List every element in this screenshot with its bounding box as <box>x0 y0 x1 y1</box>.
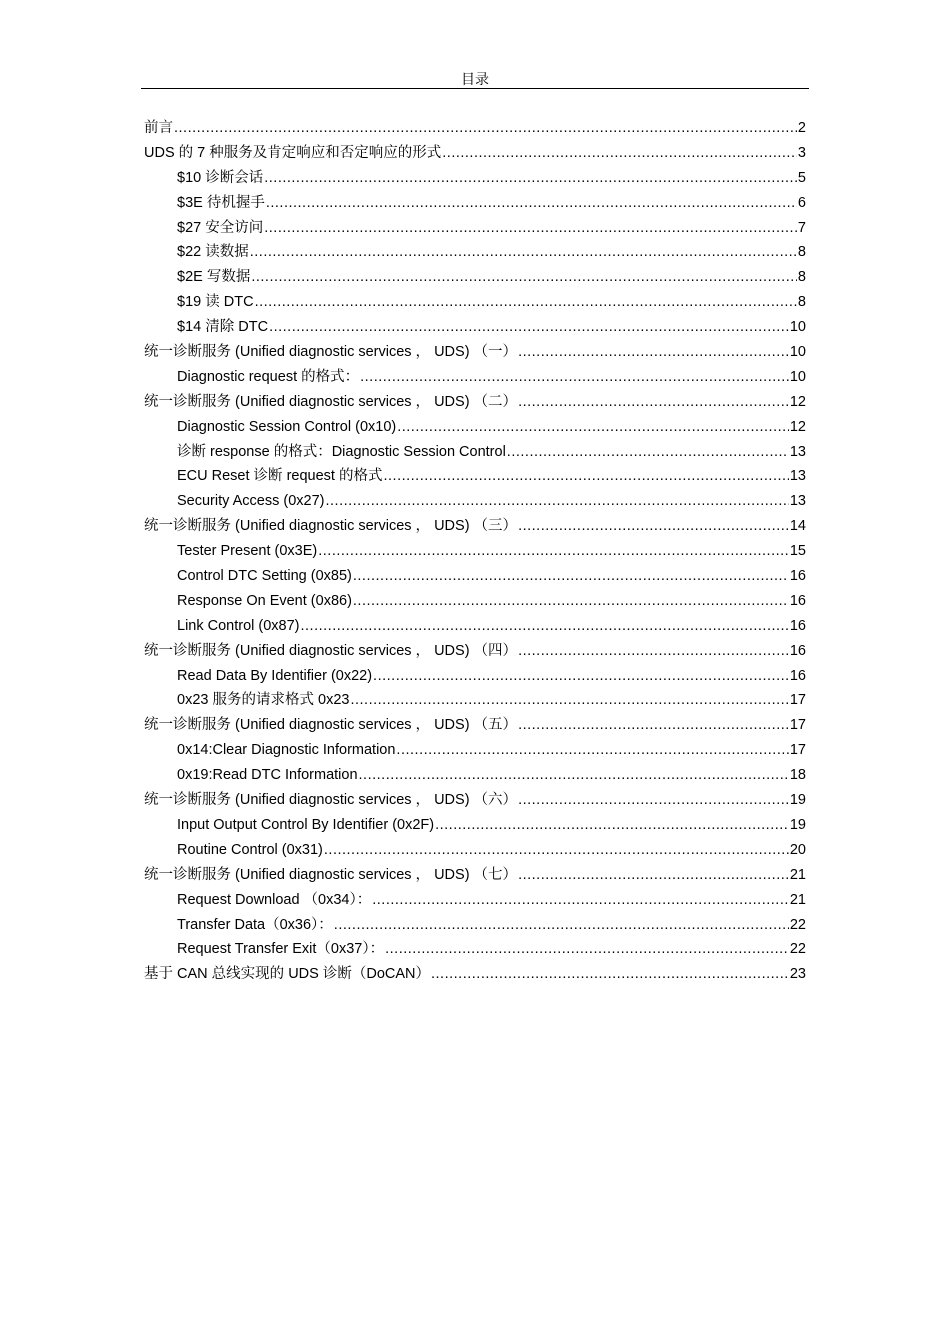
toc-dot-leader <box>372 888 789 913</box>
toc-entry[interactable] <box>144 962 806 987</box>
toc-entry-page-number: 17 <box>789 742 806 759</box>
toc-entry[interactable] <box>144 763 806 788</box>
toc-entry-page-number: 13 <box>789 443 806 460</box>
toc-entry-page-number: 16 <box>789 617 806 634</box>
toc-dot-leader <box>334 913 789 938</box>
toc-entry[interactable] <box>144 141 806 166</box>
toc-entry-page-number: 19 <box>789 816 806 833</box>
toc-entry-page-number: 12 <box>789 393 806 410</box>
toc-dot-leader <box>318 539 789 564</box>
toc-entry[interactable] <box>144 191 806 216</box>
toc-entry[interactable] <box>144 888 806 913</box>
toc-dot-leader <box>435 813 789 838</box>
toc-dot-leader <box>396 738 788 763</box>
toc-dot-leader <box>431 962 789 987</box>
toc-entry[interactable] <box>144 639 806 664</box>
toc-entry-title: 统一诊断服务 (Unified diagnostic services ， UDS) （七） <box>144 866 518 883</box>
toc-dot-leader <box>353 589 789 614</box>
toc-dot-leader <box>324 838 789 863</box>
toc-dot-leader <box>353 564 789 589</box>
toc-entry[interactable] <box>144 564 806 589</box>
toc-entry-page-number: 18 <box>789 767 806 784</box>
toc-entry[interactable] <box>144 315 806 340</box>
toc-entry-page-number: 3 <box>797 144 806 161</box>
toc-dot-leader <box>518 340 789 365</box>
toc-dot-leader <box>360 365 789 390</box>
toc-entry-title: $19 读 DTC <box>177 294 254 311</box>
toc-entry-title: $14 清除 DTC <box>177 319 269 336</box>
toc-entry[interactable] <box>144 265 806 290</box>
toc-entry-title: Request Download （0x34）： <box>177 891 372 908</box>
toc-entry-page-number: 16 <box>789 642 806 659</box>
toc-entry-page-number: 5 <box>797 169 806 186</box>
toc-entry-page-number: 21 <box>789 891 806 908</box>
toc-entry[interactable] <box>144 365 806 390</box>
toc-dot-leader <box>255 290 797 315</box>
toc-entry-title: Diagnostic request 的格式： <box>177 368 360 385</box>
toc-dot-leader <box>383 464 788 489</box>
toc-entry[interactable] <box>144 514 806 539</box>
toc-dot-leader <box>350 688 788 713</box>
toc-entry-title: Request Transfer Exit（0x37）： <box>177 941 385 958</box>
page-title: 目录 <box>461 71 489 87</box>
toc-entry-page-number: 8 <box>797 244 806 261</box>
toc-entry-page-number: 13 <box>789 468 806 485</box>
table-of-contents <box>144 116 806 987</box>
toc-entry-title: Control DTC Setting (0x85) <box>177 568 352 585</box>
toc-entry[interactable] <box>144 813 806 838</box>
toc-entry[interactable] <box>144 589 806 614</box>
toc-entry[interactable] <box>144 166 806 191</box>
toc-dot-leader <box>264 166 797 191</box>
toc-entry-page-number: 17 <box>789 717 806 734</box>
toc-dot-leader <box>442 141 797 166</box>
toc-entry[interactable] <box>144 937 806 962</box>
toc-entry-title: Diagnostic Session Control (0x10) <box>177 418 397 435</box>
toc-entry-title: 统一诊断服务 (Unified diagnostic services ， UDS) （四） <box>144 642 518 659</box>
toc-entry-page-number: 7 <box>797 219 806 236</box>
toc-entry[interactable] <box>144 614 806 639</box>
toc-entry-page-number: 15 <box>789 543 806 560</box>
toc-entry-page-number: 14 <box>789 518 806 535</box>
toc-dot-leader <box>359 763 789 788</box>
toc-entry-title: $2E 写数据 <box>177 269 251 286</box>
toc-dot-leader <box>518 639 789 664</box>
toc-entry-page-number: 17 <box>789 692 806 709</box>
toc-entry[interactable] <box>144 738 806 763</box>
toc-entry-page-number: 16 <box>789 568 806 585</box>
toc-entry[interactable] <box>144 290 806 315</box>
toc-dot-leader <box>250 240 797 265</box>
toc-entry-page-number: 8 <box>797 269 806 286</box>
toc-entry-title: $10 诊断会话 <box>177 169 264 186</box>
toc-entry-title: 统一诊断服务 (Unified diagnostic services ， UDS) （一） <box>144 344 518 361</box>
toc-entry[interactable] <box>144 390 806 415</box>
toc-entry-page-number: 2 <box>797 120 806 136</box>
toc-entry-title: Read Data By Identifier (0x22) <box>177 667 373 684</box>
toc-entry-title: Link Control (0x87) <box>177 617 300 634</box>
toc-dot-leader <box>518 713 789 738</box>
toc-dot-leader <box>301 614 789 639</box>
toc-entry[interactable] <box>144 688 806 713</box>
toc-entry-title: 0x23 服务的请求格式 0x23 <box>177 692 350 709</box>
header-divider <box>141 88 809 89</box>
toc-entry-page-number: 6 <box>797 194 806 211</box>
toc-dot-leader <box>518 788 789 813</box>
toc-entry-title: 基于 CAN 总线实现的 UDS 诊断（DoCAN） <box>144 966 430 983</box>
toc-entry-title: UDS 的 7 种服务及肯定响应和否定响应的形式 <box>144 144 442 161</box>
toc-entry-title: Response On Event (0x86) <box>177 592 352 609</box>
toc-entry-title: 统一诊断服务 (Unified diagnostic services ， UDS) （六） <box>144 792 518 809</box>
toc-entry-title: ECU Reset 诊断 request 的格式 <box>177 468 383 485</box>
toc-dot-leader <box>269 315 789 340</box>
toc-entry[interactable] <box>144 863 806 888</box>
toc-entry-page-number: 10 <box>789 344 806 361</box>
toc-entry[interactable] <box>144 838 806 863</box>
toc-entry-page-number: 21 <box>789 866 806 883</box>
toc-entry-title: 诊断 response 的格式：Diagnostic Session Control <box>177 443 506 460</box>
toc-entry[interactable] <box>144 713 806 738</box>
toc-dot-leader <box>251 265 797 290</box>
toc-dot-leader <box>174 116 797 141</box>
toc-entry-page-number: 16 <box>789 592 806 609</box>
toc-entry-page-number: 22 <box>789 941 806 958</box>
toc-entry-page-number: 22 <box>789 916 806 933</box>
toc-entry-title: 统一诊断服务 (Unified diagnostic services ， UDS) （三） <box>144 518 518 535</box>
toc-entry-page-number: 10 <box>789 319 806 336</box>
toc-dot-leader <box>518 514 789 539</box>
toc-entry[interactable] <box>144 440 806 465</box>
toc-entry[interactable] <box>144 116 806 141</box>
toc-entry-title: Security Access (0x27) <box>177 493 325 510</box>
toc-entry-title: Transfer Data（0x36）： <box>177 916 333 933</box>
toc-entry[interactable] <box>144 240 806 265</box>
toc-dot-leader <box>518 863 789 888</box>
toc-dot-leader <box>325 489 788 514</box>
toc-entry-title: 统一诊断服务 (Unified diagnostic services ， UDS) （五） <box>144 717 518 734</box>
toc-entry-title: Input Output Control By Identifier (0x2F) <box>177 816 435 833</box>
toc-entry[interactable] <box>144 913 806 938</box>
toc-entry-title: $27 安全访问 <box>177 219 264 236</box>
toc-entry-title: $3E 待机握手 <box>177 194 265 211</box>
toc-entry-page-number: 12 <box>789 418 806 435</box>
toc-entry-page-number: 16 <box>789 667 806 684</box>
toc-entry[interactable] <box>144 539 806 564</box>
toc-entry[interactable] <box>144 216 806 241</box>
toc-entry-title: $22 读数据 <box>177 244 249 261</box>
toc-entry[interactable] <box>144 464 806 489</box>
toc-dot-leader <box>507 440 789 465</box>
toc-entry[interactable] <box>144 340 806 365</box>
toc-dot-leader <box>518 390 789 415</box>
toc-entry[interactable] <box>144 415 806 440</box>
toc-entry-page-number: 10 <box>789 368 806 385</box>
toc-entry-page-number: 8 <box>797 294 806 311</box>
toc-dot-leader <box>397 415 789 440</box>
toc-entry-page-number: 20 <box>789 841 806 858</box>
toc-entry[interactable] <box>144 788 806 813</box>
toc-entry-title: 0x14:Clear Diagnostic Information <box>177 742 396 759</box>
toc-dot-leader <box>266 191 797 216</box>
toc-dot-leader <box>373 664 789 689</box>
toc-entry-title: Tester Present (0x3E) <box>177 543 318 560</box>
toc-entry-page-number: 13 <box>789 493 806 510</box>
toc-entry[interactable] <box>144 489 806 514</box>
toc-dot-leader <box>264 216 797 241</box>
toc-dot-leader <box>385 937 789 962</box>
toc-entry-title: 前言 <box>144 120 173 136</box>
toc-entry[interactable] <box>144 664 806 689</box>
toc-entry-title: 统一诊断服务 (Unified diagnostic services ， UDS) （二） <box>144 393 518 410</box>
toc-entry-page-number: 23 <box>789 966 806 983</box>
toc-entry-page-number: 19 <box>789 792 806 809</box>
toc-entry-title: Routine Control (0x31) <box>177 841 323 858</box>
toc-entry-title: 0x19:Read DTC Information <box>177 767 358 784</box>
